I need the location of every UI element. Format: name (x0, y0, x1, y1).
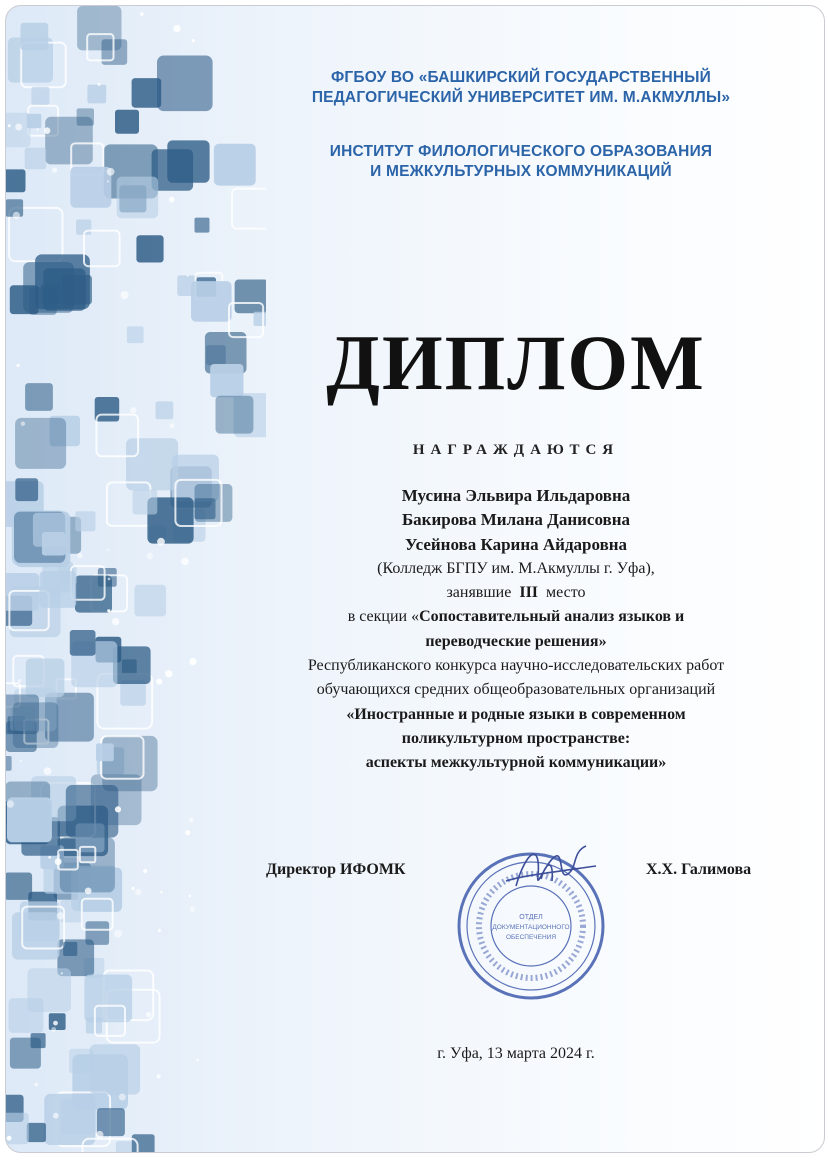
decorative-sparkle (15, 124, 22, 131)
decorative-sparkle (51, 1027, 56, 1032)
decorative-square (87, 85, 106, 104)
decorative-square (6, 1150, 14, 1152)
decorative-square (134, 585, 166, 617)
decorative-sparkle (96, 1131, 104, 1139)
decorative-sparkle (170, 423, 175, 428)
decorative-square (96, 743, 114, 761)
decorative-sparkle (57, 912, 64, 919)
decorative-sparkle (146, 553, 153, 560)
decorative-sparkle (189, 658, 196, 665)
decorative-sparkle (61, 972, 63, 974)
decorative-sparkle (108, 578, 111, 581)
decorative-sparkle (119, 1094, 126, 1101)
decorative-square (133, 490, 158, 515)
university-name (276, 68, 766, 108)
decorative-square (113, 646, 151, 684)
decorative-sparkle (20, 760, 22, 762)
decorative-square (15, 478, 38, 501)
decorative-squares-pattern (6, 6, 266, 1152)
decorative-square (69, 1049, 93, 1073)
decorative-square (66, 785, 119, 838)
section-line-1 (246, 605, 786, 629)
decorative-sparkle (53, 1113, 59, 1119)
decorative-square (42, 532, 66, 556)
place-line (246, 581, 786, 605)
decorative-sparkle (135, 889, 141, 895)
official-stamp (446, 831, 616, 1011)
contest-line-2: обучающихся средних общеобразовательных организаций (316, 681, 716, 699)
university-line-1: ФГБОУ ВО «БАШКИРСКИЙ ГОСУДАРСТВЕННЫЙ (330, 69, 712, 86)
decorative-square (120, 680, 146, 706)
decorative-square (31, 87, 49, 105)
decorative-square (195, 498, 216, 519)
decorative-square (210, 364, 243, 397)
decorative-square (90, 1044, 140, 1094)
decorative-sparkle (196, 1059, 199, 1062)
decorative-sparkle (158, 929, 161, 932)
decorative-sparkle (98, 83, 101, 86)
decorative-sparkle (112, 618, 119, 625)
decorative-sparkle (44, 127, 51, 134)
decorative-sparkle (7, 1136, 12, 1141)
decorative-sparkle (107, 180, 109, 182)
decorative-square (45, 117, 93, 165)
decorative-sparkle (121, 291, 129, 299)
institute-line-2: И МЕЖКУЛЬТУРНЫХ КОММУНИКАЦИЙ (370, 163, 672, 180)
decorative-sparkle (186, 274, 188, 276)
decorative-sparkle (160, 891, 163, 894)
decorative-square (39, 571, 76, 608)
decorative-square (27, 114, 42, 129)
recipient-name: Усейнова Карина Айдаровна (404, 534, 628, 554)
institute-line-1: ИНСТИТУТ ФИЛОЛОГИЧЕСКОГО ОБРАЗОВАНИЯ (329, 143, 713, 160)
decorative-sparkle (157, 538, 165, 546)
decorative-sparkle (165, 670, 172, 677)
stamp-text-3: ОБЕСПЕЧЕНИЯ (505, 934, 557, 941)
section-name-2: переводческие решения (425, 632, 599, 650)
decorative-sparkle (169, 197, 175, 203)
decorative-sparkle (8, 124, 11, 127)
signatory-position: Директор ИФОМК (266, 861, 406, 878)
decorative-sparkle (55, 858, 62, 865)
decorative-sparkle (13, 212, 20, 219)
contest-title-2: поликультурном пространстве: (401, 729, 631, 747)
recipient-name: Бакирова Милана Данисовна (401, 510, 631, 530)
decorative-square (77, 6, 121, 50)
decorative-sparkle (34, 1083, 38, 1087)
decorative-sparkle (18, 679, 22, 683)
decorative-sparkle (48, 856, 51, 859)
decorative-square (195, 218, 210, 233)
decorative-square (216, 396, 254, 434)
decorative-square (235, 280, 266, 314)
decorative-square (115, 110, 139, 134)
section-line-2 (246, 630, 786, 654)
decorative-square (25, 383, 53, 411)
decorative-square (206, 345, 226, 365)
decorative-square (167, 140, 209, 182)
decorative-sparkle (53, 1021, 58, 1026)
decorative-square (70, 630, 96, 656)
section-prefix: в секции « (347, 608, 420, 626)
decorative-square (254, 312, 267, 326)
place-and-date: г. Уфа, 13 марта 2024 г. (437, 1045, 595, 1062)
decorative-sparkle (77, 553, 82, 558)
decorative-sparkle (143, 869, 147, 873)
awarded-label: НАГРАЖДАЮТСЯ (412, 442, 620, 458)
decorative-sparkle (131, 887, 134, 890)
decorative-sparkle (36, 128, 39, 131)
decorative-square (70, 167, 111, 208)
diploma-title: ДИПЛОМ (326, 319, 706, 406)
recipient-name: Мусина Эльвира Ильдаровна (401, 486, 631, 505)
decorative-square (61, 1099, 96, 1134)
decorative-sparkle (181, 558, 189, 566)
decorative-square (214, 144, 256, 186)
decorative-square (132, 78, 162, 108)
decorative-square (6, 756, 12, 771)
decorative-sparkle (52, 168, 57, 173)
institute-name (276, 142, 766, 182)
decorative-sparkle (107, 549, 109, 551)
decorative-sparkle (192, 39, 195, 42)
decorative-sparkle (130, 407, 136, 413)
decorative-sparkle (115, 806, 121, 812)
award-text (246, 484, 786, 776)
decorative-sparkle (7, 800, 14, 807)
university-line-2: ПЕДАГОГИЧЕСКИЙ УНИВЕРСИТЕТ ИМ. М.АКМУЛЛЫ» (311, 89, 731, 106)
decorative-square (27, 968, 71, 1012)
decorative-sparkle (146, 1012, 152, 1018)
decorative-square (136, 235, 163, 262)
place-prefix: занявшие (446, 584, 512, 602)
signatory-name: Х.Х. Галимова (646, 861, 752, 878)
decorative-square (127, 326, 144, 343)
decorative-square (21, 23, 49, 51)
diploma-page (5, 5, 825, 1153)
decorative-square (25, 148, 47, 170)
decorative-square (75, 511, 95, 531)
decorative-sparkle (156, 679, 162, 685)
decorative-square (157, 56, 213, 112)
decorative-square (75, 576, 112, 613)
decorative-sparkle (189, 895, 192, 898)
decorative-sparkle (17, 364, 20, 367)
decorative-sparkle (44, 767, 52, 775)
decorative-square (23, 262, 74, 313)
decorative-sparkle (189, 906, 195, 912)
decorative-square (117, 177, 159, 219)
decorative-sparkle (156, 1074, 160, 1078)
decorative-square (232, 189, 266, 229)
decorative-sparkle (21, 421, 26, 426)
place-value: III (519, 584, 539, 602)
stamp-text-2: ДОКУМЕНТАЦИОННОГО (492, 924, 570, 931)
decorative-sparkle (107, 168, 115, 176)
decorative-square (27, 1123, 46, 1142)
decorative-square (6, 873, 32, 900)
organization: (Колледж БГПУ им. М.Акмуллы г. Уфа), (377, 559, 655, 577)
decorative-sparkle (140, 12, 144, 16)
decorative-sparkle (189, 817, 194, 822)
decorative-sparkle (85, 888, 92, 895)
contest-line-1: Республиканского конкурса научно-исследовательских работ (307, 657, 725, 675)
section-suffix: » (598, 632, 607, 650)
stamp-text-1: ОТДЕЛ (519, 914, 543, 921)
decorative-square (95, 397, 120, 422)
decorative-square (63, 942, 77, 956)
decorative-square (60, 837, 115, 892)
decorative-sparkle (107, 609, 110, 612)
decorative-square (191, 281, 232, 322)
decorative-sparkle (173, 25, 180, 32)
decorative-sparkle (185, 830, 190, 835)
decorative-sparkle (114, 930, 122, 938)
decorative-square (132, 1134, 155, 1152)
decorative-square (13, 702, 59, 748)
section-name-1: Сопоставительный анализ языков и (419, 608, 685, 626)
decorative-square (10, 1038, 41, 1069)
decorative-square (86, 921, 110, 945)
contest-title-3: аспекты межкультурной коммуникации» (365, 754, 667, 772)
place-suffix: место (546, 584, 586, 602)
decorative-square (12, 912, 59, 959)
decorative-square (6, 169, 25, 192)
contest-title-1: «Иностранные и родные языки в современном (346, 705, 686, 723)
decorative-square (156, 401, 174, 419)
